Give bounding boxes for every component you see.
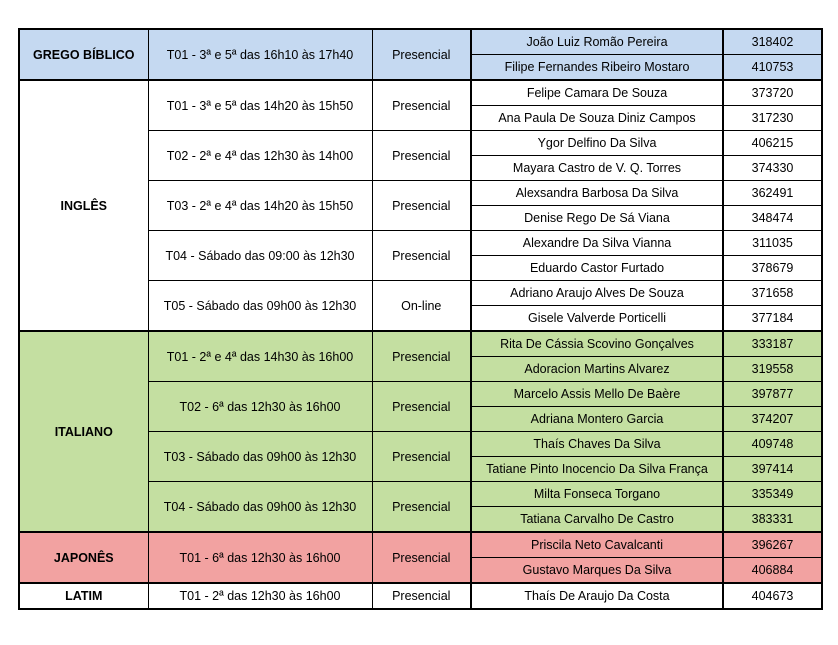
modality-cell: On-line: [372, 281, 471, 332]
modality-cell: Presencial: [372, 432, 471, 482]
table-row: [19, 331, 822, 357]
class-schedule-cell: T01 - 2ª das 12h30 às 16h00: [148, 583, 372, 609]
student-id-cell: 383331: [723, 507, 822, 533]
student-name-cell: Thaís Chaves Da Silva: [471, 432, 723, 457]
modality-cell: Presencial: [372, 532, 471, 583]
language-cell: ITALIANO: [19, 331, 148, 532]
student-name-cell: João Luiz Romão Pereira: [471, 29, 723, 55]
student-id-cell: 410753: [723, 55, 822, 81]
student-id-cell: 371658: [723, 281, 822, 306]
modality-cell: Presencial: [372, 482, 471, 533]
student-name-cell: Gisele Valverde Porticelli: [471, 306, 723, 332]
student-name-cell: Adoracion Martins Alvarez: [471, 357, 723, 382]
class-schedule-cell: T05 - Sábado das 09h00 às 12h30: [148, 281, 372, 332]
student-name-cell: Marcelo Assis Mello De Baère: [471, 382, 723, 407]
student-name-cell: Eduardo Castor Furtado: [471, 256, 723, 281]
student-name-cell: Felipe Camara De Souza: [471, 80, 723, 106]
student-id-cell: 335349: [723, 482, 822, 507]
student-name-cell: Priscila Neto Cavalcanti: [471, 532, 723, 558]
student-id-cell: 397877: [723, 382, 822, 407]
enrollment-table: [18, 28, 823, 610]
modality-cell: Presencial: [372, 382, 471, 432]
student-id-cell: 348474: [723, 206, 822, 231]
student-name-cell: Adriano Araujo Alves De Souza: [471, 281, 723, 306]
student-id-cell: 409748: [723, 432, 822, 457]
student-name-cell: Denise Rego De Sá Viana: [471, 206, 723, 231]
student-id-cell: 317230: [723, 106, 822, 131]
student-id-cell: 397414: [723, 457, 822, 482]
class-schedule-cell: T01 - 6ª das 12h30 às 16h00: [148, 532, 372, 583]
class-schedule-cell: T01 - 3ª e 5ª das 14h20 às 15h50: [148, 80, 372, 131]
language-cell: GREGO BÍBLICO: [19, 29, 148, 80]
student-id-cell: 406884: [723, 558, 822, 584]
student-name-cell: Adriana Montero Garcia: [471, 407, 723, 432]
modality-cell: Presencial: [372, 131, 471, 181]
table-row: [19, 80, 822, 106]
class-schedule-cell: T02 - 6ª das 12h30 às 16h00: [148, 382, 372, 432]
student-name-cell: Ygor Delfino Da Silva: [471, 131, 723, 156]
modality-cell: Presencial: [372, 231, 471, 281]
table-row: [19, 583, 822, 609]
student-id-cell: 374207: [723, 407, 822, 432]
modality-cell: Presencial: [372, 583, 471, 609]
modality-cell: Presencial: [372, 181, 471, 231]
student-name-cell: Filipe Fernandes Ribeiro Mostaro: [471, 55, 723, 81]
student-id-cell: 396267: [723, 532, 822, 558]
modality-cell: Presencial: [372, 80, 471, 131]
class-schedule-cell: T02 - 2ª e 4ª das 12h30 às 14h00: [148, 131, 372, 181]
student-name-cell: Gustavo Marques Da Silva: [471, 558, 723, 584]
class-schedule-cell: T03 - Sábado das 09h00 às 12h30: [148, 432, 372, 482]
class-schedule-cell: T01 - 2ª e 4ª das 14h30 às 16h00: [148, 331, 372, 382]
student-id-cell: 373720: [723, 80, 822, 106]
language-cell: INGLÊS: [19, 80, 148, 331]
student-id-cell: 374330: [723, 156, 822, 181]
student-name-cell: Thaís De Araujo Da Costa: [471, 583, 723, 609]
class-schedule-cell: T03 - 2ª e 4ª das 14h20 às 15h50: [148, 181, 372, 231]
student-name-cell: Alexandre Da Silva Vianna: [471, 231, 723, 256]
student-id-cell: 362491: [723, 181, 822, 206]
student-name-cell: Alexsandra Barbosa Da Silva: [471, 181, 723, 206]
student-id-cell: 319558: [723, 357, 822, 382]
student-id-cell: 404673: [723, 583, 822, 609]
modality-cell: Presencial: [372, 331, 471, 382]
student-name-cell: Mayara Castro de V. Q. Torres: [471, 156, 723, 181]
table-row: [19, 532, 822, 558]
student-id-cell: 318402: [723, 29, 822, 55]
language-cell: LATIM: [19, 583, 148, 609]
student-name-cell: Ana Paula De Souza Diniz Campos: [471, 106, 723, 131]
student-id-cell: 377184: [723, 306, 822, 332]
class-schedule-cell: T01 - 3ª e 5ª das 16h10 às 17h40: [148, 29, 372, 80]
enrollment-table-body: [19, 29, 822, 609]
student-id-cell: 406215: [723, 131, 822, 156]
table-row: [19, 29, 822, 55]
student-id-cell: 333187: [723, 331, 822, 357]
student-id-cell: 378679: [723, 256, 822, 281]
language-cell: JAPONÊS: [19, 532, 148, 583]
modality-cell: Presencial: [372, 29, 471, 80]
class-schedule-cell: T04 - Sábado das 09:00 às 12h30: [148, 231, 372, 281]
student-name-cell: Tatiane Pinto Inocencio Da Silva França: [471, 457, 723, 482]
student-name-cell: Milta Fonseca Torgano: [471, 482, 723, 507]
student-name-cell: Tatiana Carvalho De Castro: [471, 507, 723, 533]
student-id-cell: 311035: [723, 231, 822, 256]
student-name-cell: Rita De Cássia Scovino Gonçalves: [471, 331, 723, 357]
class-schedule-cell: T04 - Sábado das 09h00 às 12h30: [148, 482, 372, 533]
